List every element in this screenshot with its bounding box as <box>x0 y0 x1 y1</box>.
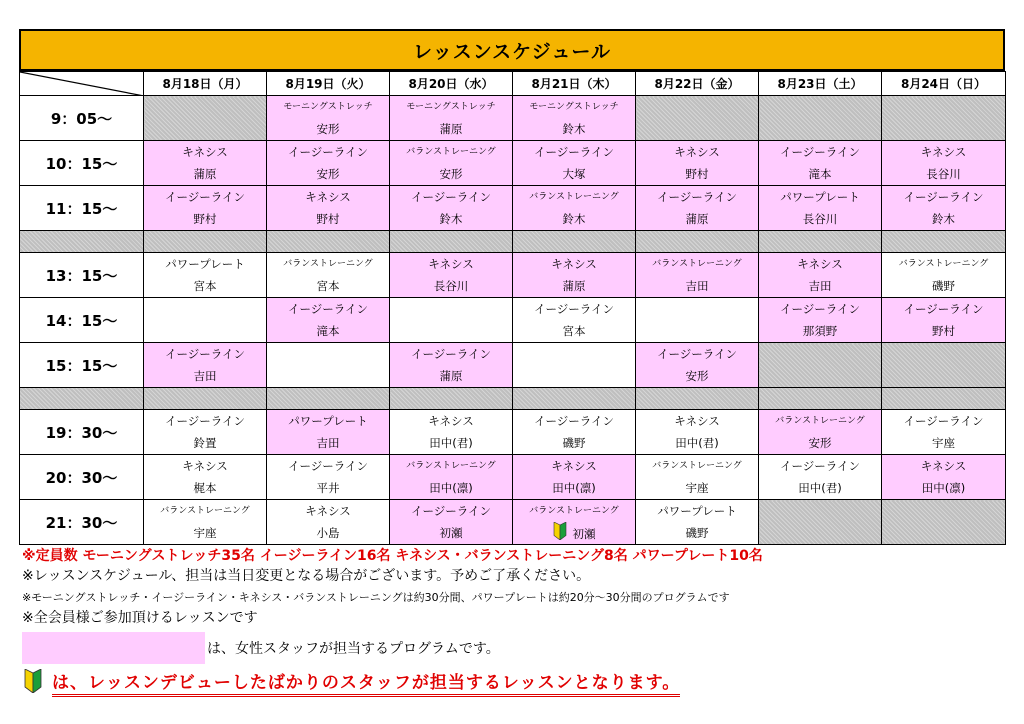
capacity-note: ※定員数 モーニングストレッチ35名 イージーライン16名 キネシス・バランストレーニング8名 パワープレート10名 <box>22 548 763 564</box>
lesson-cell <box>267 253 390 298</box>
lesson-cell <box>759 298 882 343</box>
lesson-cell <box>267 96 390 141</box>
instructor-name: 野村 <box>685 167 709 181</box>
instructor-name: 吉田 <box>685 279 709 293</box>
lesson-cell <box>390 455 513 500</box>
lesson-cell <box>513 455 636 500</box>
lesson-name: パワープレート <box>657 504 737 518</box>
change-note: ※レッスンスケジュール、担当は当日変更となる場合がございます。予めご了承ください。 <box>22 568 591 584</box>
all-members-note: ※全会員様ご参加頂けるレッスンです <box>22 610 258 626</box>
instructor-name: 田中(凛) <box>552 481 596 495</box>
lesson-schedule-table <box>19 71 1006 545</box>
lesson-cell <box>636 410 759 455</box>
instructor-name: 安形 <box>808 436 832 450</box>
instructor-name: 磯野 <box>562 436 586 450</box>
lesson-cell <box>759 253 882 298</box>
empty-cell <box>882 500 1006 545</box>
lesson-name: イージーライン <box>780 145 860 159</box>
lesson-name: イージーライン <box>903 302 984 316</box>
instructor-name: 鈴木 <box>439 212 463 226</box>
lesson-name: パワープレート <box>780 190 860 204</box>
day-header: 8月20日（水） <box>390 72 513 96</box>
instructor-name: 磯野 <box>932 279 955 293</box>
instructor-name: 蒲原 <box>562 279 586 293</box>
separator-cell <box>636 231 759 253</box>
time-slot-row <box>20 96 1006 141</box>
day-header: 8月21日（木） <box>513 72 636 96</box>
instructor-name <box>513 522 635 544</box>
instructor-name: 田中(君) <box>798 481 842 495</box>
instructor-name: 安形 <box>685 369 709 383</box>
instructor-name: 小島 <box>316 526 340 540</box>
instructor-name: 宮本 <box>562 324 586 338</box>
lesson-cell <box>513 186 636 231</box>
instructor-name: 田中(君) <box>675 436 719 450</box>
instructor-name: 鈴置 <box>193 436 217 450</box>
empty-cell <box>759 500 882 545</box>
diagonal-line <box>20 72 144 96</box>
time-slot-row <box>20 343 1006 388</box>
lesson-cell <box>390 96 513 141</box>
day-header: 8月24日（日） <box>882 72 1006 96</box>
lesson-name: イージーライン <box>288 145 368 159</box>
lesson-name: キネシス <box>551 459 597 473</box>
empty-cell <box>267 343 390 388</box>
corner-cell <box>20 72 144 96</box>
empty-cell <box>759 96 882 141</box>
lesson-name: キネシス <box>428 414 474 428</box>
lesson-name: イージーライン <box>903 190 984 204</box>
lesson-cell <box>759 186 882 231</box>
lesson-cell <box>636 455 759 500</box>
instructor-name: 滝本 <box>808 167 832 181</box>
separator-cell <box>390 388 513 410</box>
instructor-name: 吉田 <box>193 369 217 383</box>
lesson-cell <box>759 410 882 455</box>
lesson-name: バランストレーニング <box>652 259 742 269</box>
instructor-name: 蒲原 <box>685 212 709 226</box>
separator-cell <box>636 388 759 410</box>
instructor-name: 田中(君) <box>429 436 473 450</box>
empty-cell <box>882 343 1006 388</box>
pink-swatch <box>22 632 205 664</box>
lesson-name: イージーライン <box>165 347 245 361</box>
lesson-name: イージーライン <box>411 347 491 361</box>
time-slot-row <box>20 455 1006 500</box>
time-label: 13：15～ <box>20 253 144 298</box>
instructor-name: 野村 <box>316 212 340 226</box>
instructor-name: 安形 <box>316 167 340 181</box>
lesson-cell <box>513 410 636 455</box>
instructor-name: 長谷川 <box>926 167 961 181</box>
instructor-name: 宇座 <box>685 481 709 495</box>
lesson-cell <box>144 141 267 186</box>
instructor-name: 滝本 <box>316 324 340 338</box>
lesson-name: バランストレーニング <box>529 506 619 516</box>
time-slot-row <box>20 500 1006 545</box>
lesson-cell <box>636 500 759 545</box>
lesson-name: バランストレーニング <box>775 416 865 426</box>
day-header: 8月19日（火） <box>267 72 390 96</box>
empty-cell <box>513 343 636 388</box>
instructor-name: 宇座 <box>932 436 955 450</box>
break-separator-row <box>20 388 1006 410</box>
empty-cell <box>390 298 513 343</box>
empty-cell <box>144 96 267 141</box>
lesson-name: イージーライン <box>534 302 614 316</box>
lesson-name: イージーライン <box>534 145 614 159</box>
lesson-name: モーニングストレッチ <box>283 102 373 112</box>
instructor-name: 野村 <box>932 324 955 338</box>
lesson-name: モーニングストレッチ <box>406 102 496 112</box>
lesson-cell <box>144 455 267 500</box>
instructor-name: 長谷川 <box>802 212 838 226</box>
lesson-name: イージーライン <box>411 190 491 204</box>
lesson-cell <box>882 253 1006 298</box>
lesson-name: イージーライン <box>780 302 860 316</box>
time-slot-row <box>20 298 1006 343</box>
lesson-cell <box>144 186 267 231</box>
time-slot-row <box>20 141 1006 186</box>
instructor-name: 初瀬 <box>439 526 463 540</box>
lesson-cell <box>390 186 513 231</box>
lesson-name: イージーライン <box>903 414 984 428</box>
instructor-name: 鈴木 <box>562 122 586 136</box>
lesson-name: バランストレーニング <box>406 461 496 471</box>
lesson-cell <box>144 410 267 455</box>
instructor-name: 吉田 <box>808 279 832 293</box>
instructor-name: 鈴木 <box>562 212 586 226</box>
lesson-cell <box>882 186 1006 231</box>
instructor-name: 長谷川 <box>433 279 469 293</box>
instructor-name: 宮本 <box>316 279 340 293</box>
lesson-name: キネシス <box>428 257 474 271</box>
day-header: 8月23日（土） <box>759 72 882 96</box>
lesson-name: バランストレーニング <box>652 461 742 471</box>
lesson-cell <box>267 141 390 186</box>
time-slot-row <box>20 253 1006 298</box>
time-label: 19：30～ <box>20 410 144 455</box>
beginner-note-text: は、レッスンデビューしたばかりのスタッフが担当するレッスンとなります。 <box>52 668 680 697</box>
lesson-cell <box>144 343 267 388</box>
lesson-name: バランストレーニング <box>406 147 496 157</box>
empty-cell <box>144 298 267 343</box>
beginner-mark-icon <box>24 669 42 697</box>
time-slot-row <box>20 186 1006 231</box>
lesson-name: モーニングストレッチ <box>529 102 619 112</box>
lesson-cell <box>513 96 636 141</box>
lesson-name: キネシス <box>305 504 351 518</box>
separator-cell <box>20 231 144 253</box>
separator-cell <box>513 231 636 253</box>
lesson-cell <box>759 141 882 186</box>
lesson-cell <box>390 253 513 298</box>
lesson-cell <box>636 343 759 388</box>
time-label: 15：15～ <box>20 343 144 388</box>
empty-cell <box>636 96 759 141</box>
beginner-legend <box>24 668 680 697</box>
lesson-cell <box>267 298 390 343</box>
lesson-cell <box>390 500 513 545</box>
lesson-cell <box>267 455 390 500</box>
instructor-name: 平井 <box>316 481 340 495</box>
lesson-cell <box>636 253 759 298</box>
separator-cell <box>882 231 1006 253</box>
instructor-name: 磯野 <box>685 526 709 540</box>
lesson-cell <box>513 141 636 186</box>
lesson-name: イージーライン <box>657 190 737 204</box>
lesson-cell <box>882 298 1006 343</box>
separator-cell <box>390 231 513 253</box>
lesson-name: キネシス <box>920 459 967 473</box>
lesson-cell <box>636 141 759 186</box>
separator-cell <box>882 388 1006 410</box>
instructor-name: 野村 <box>193 212 217 226</box>
lesson-cell <box>636 186 759 231</box>
instructor-name: 宇座 <box>193 526 217 540</box>
lesson-name: キネシス <box>674 145 720 159</box>
lesson-name: バランストレーニング <box>898 259 989 269</box>
lesson-cell <box>144 253 267 298</box>
time-label: 10：15～ <box>20 141 144 186</box>
separator-cell <box>759 388 882 410</box>
duration-note: ※モーニングストレッチ・イージーライン・キネシス・バランストレーニングは約30分間、パワープレートは約20分～30分間のプログラムです <box>22 591 730 604</box>
instructor-text: 初瀬 <box>572 527 596 541</box>
lesson-cell <box>882 455 1006 500</box>
separator-cell <box>267 231 390 253</box>
lesson-cell <box>267 186 390 231</box>
instructor-name: 吉田 <box>316 436 340 450</box>
lesson-cell <box>513 500 636 545</box>
instructor-name: 鈴木 <box>932 212 955 226</box>
time-label: 20：30～ <box>20 455 144 500</box>
lesson-cell <box>267 500 390 545</box>
time-slot-row <box>20 410 1006 455</box>
lesson-cell <box>513 298 636 343</box>
empty-cell <box>882 96 1006 141</box>
separator-cell <box>759 231 882 253</box>
lesson-name: イージーライン <box>165 190 245 204</box>
separator-cell <box>144 231 267 253</box>
lesson-cell <box>882 141 1006 186</box>
instructor-name: 田中(凛) <box>921 481 966 495</box>
beginner-mark-icon <box>553 522 567 545</box>
lesson-name: パワープレート <box>165 257 245 271</box>
lesson-name: イージーライン <box>657 347 737 361</box>
lesson-name: パワープレート <box>288 414 368 428</box>
lesson-name: キネシス <box>305 190 351 204</box>
lesson-name: イージーライン <box>534 414 614 428</box>
lesson-name: イージーライン <box>288 459 368 473</box>
empty-cell <box>636 298 759 343</box>
instructor-name: 田中(凛) <box>429 481 473 495</box>
lesson-name: キネシス <box>797 257 843 271</box>
lesson-name: キネシス <box>920 145 967 159</box>
instructor-name: 蒲原 <box>439 122 463 136</box>
lesson-name: キネシス <box>674 414 720 428</box>
lesson-name: イージーライン <box>780 459 860 473</box>
instructor-name: 那須野 <box>802 324 838 338</box>
day-header: 8月18日（月） <box>144 72 267 96</box>
instructor-name: 宮本 <box>193 279 217 293</box>
break-separator-row <box>20 231 1006 253</box>
time-label: 11：15～ <box>20 186 144 231</box>
notes <box>22 546 1012 629</box>
lesson-cell <box>390 343 513 388</box>
instructor-name: 安形 <box>316 122 340 136</box>
instructor-name: 蒲原 <box>439 369 463 383</box>
time-label: 9：05～ <box>20 96 144 141</box>
time-label: 14：15～ <box>20 298 144 343</box>
time-label: 21：30～ <box>20 500 144 545</box>
instructor-name: 梶本 <box>193 481 217 495</box>
instructor-name: 大塚 <box>562 167 586 181</box>
lesson-cell <box>390 141 513 186</box>
lesson-name: イージーライン <box>165 414 245 428</box>
lesson-cell <box>882 410 1006 455</box>
lesson-name: バランストレーニング <box>283 259 373 269</box>
lesson-name: バランストレーニング <box>529 192 619 202</box>
schedule-title: レッスンスケジュール <box>19 29 1005 71</box>
instructor-name: 安形 <box>439 167 463 181</box>
lesson-cell <box>759 455 882 500</box>
separator-cell <box>513 388 636 410</box>
lesson-name: バランストレーニング <box>160 506 250 516</box>
lesson-cell <box>144 500 267 545</box>
empty-cell <box>759 343 882 388</box>
separator-cell <box>20 388 144 410</box>
lesson-name: キネシス <box>182 459 228 473</box>
day-header: 8月22日（金） <box>636 72 759 96</box>
female-staff-note: は、女性スタッフが担当するプログラムです。 <box>207 641 500 657</box>
separator-cell <box>144 388 267 410</box>
lesson-cell <box>513 253 636 298</box>
instructor-name: 蒲原 <box>193 167 217 181</box>
lesson-name: イージーライン <box>411 504 491 518</box>
lesson-name: キネシス <box>182 145 228 159</box>
lesson-name: キネシス <box>551 257 597 271</box>
separator-cell <box>267 388 390 410</box>
lesson-cell <box>267 410 390 455</box>
female-staff-legend <box>22 632 500 664</box>
lesson-name: イージーライン <box>288 302 368 316</box>
lesson-cell <box>390 410 513 455</box>
